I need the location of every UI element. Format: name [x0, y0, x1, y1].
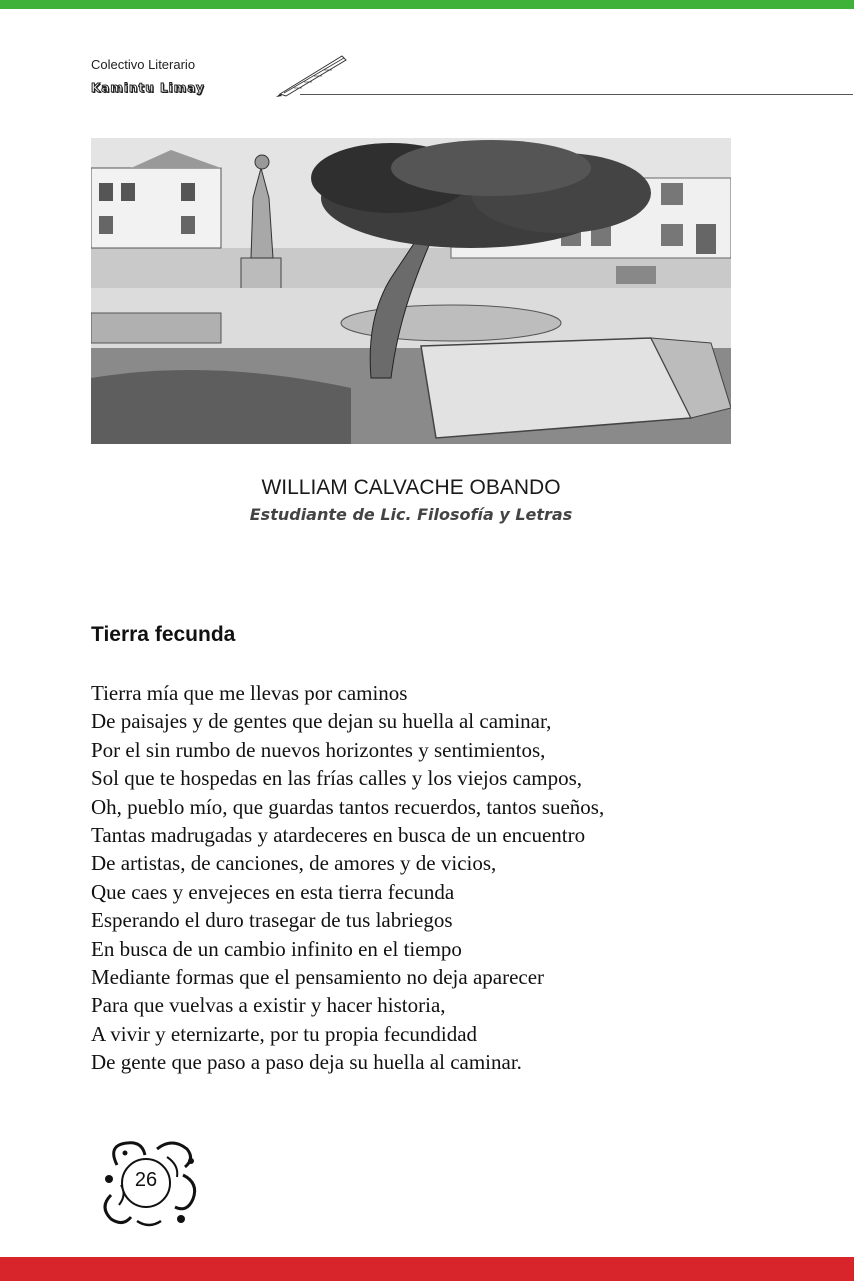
poem-title: Tierra fecunda — [91, 623, 236, 646]
plaza-photo — [91, 138, 731, 444]
top-green-bar — [0, 0, 854, 9]
poem-line: De paisajes y de gentes que dejan su huella al caminar, — [91, 709, 552, 734]
poem-line: Por el sin rumbo de nuevos horizontes y sentimientos, — [91, 737, 546, 762]
poem-line: Sol que te hospedas en las frías calles y los viejos campos, — [91, 766, 583, 791]
header-rule — [300, 94, 853, 95]
poem-line: De artistas, de canciones, de amores y de vicios, — [91, 851, 497, 876]
poem-line: Esperando el duro trasegar de tus labriegos — [91, 908, 453, 933]
poem-line: Para que vuelvas a existir y hacer historia, — [91, 993, 446, 1018]
poem-line: Que caes y envejeces en esta tierra fecunda — [91, 879, 455, 904]
header-collective-label: Colectivo Literario — [91, 57, 196, 72]
poem-line: De gente que paso a paso deja su huella al caminar. — [91, 1050, 522, 1075]
header-collective-name: Kamintu Limay — [91, 81, 205, 95]
poem-line: Mediante formas que el pensamiento no deja aparecer — [91, 965, 545, 990]
poem-line: A vivir y eternizarte, por tu propia fecundidad — [91, 1021, 478, 1046]
bottom-red-bar — [0, 1257, 854, 1281]
page-number: 26 — [134, 1169, 158, 1191]
poem-body — [91, 679, 811, 1077]
poem-line: Tierra mía que me llevas por caminos — [91, 681, 408, 705]
poem-line: Tantas madrugadas y atardeceres en busca de un encuentro — [91, 823, 586, 848]
author-role: Estudiante de Lic. Filosofía y Letras — [249, 505, 573, 524]
author-name: WILLIAM CALVACHE OBANDO — [261, 476, 561, 499]
poem-line: En busca de un cambio infinito en el tiempo — [91, 936, 462, 961]
poem-line: Oh, pueblo mío, que guardas tantos recuerdos, tantos sueños, — [91, 794, 605, 819]
quill-pen-icon — [272, 52, 352, 98]
